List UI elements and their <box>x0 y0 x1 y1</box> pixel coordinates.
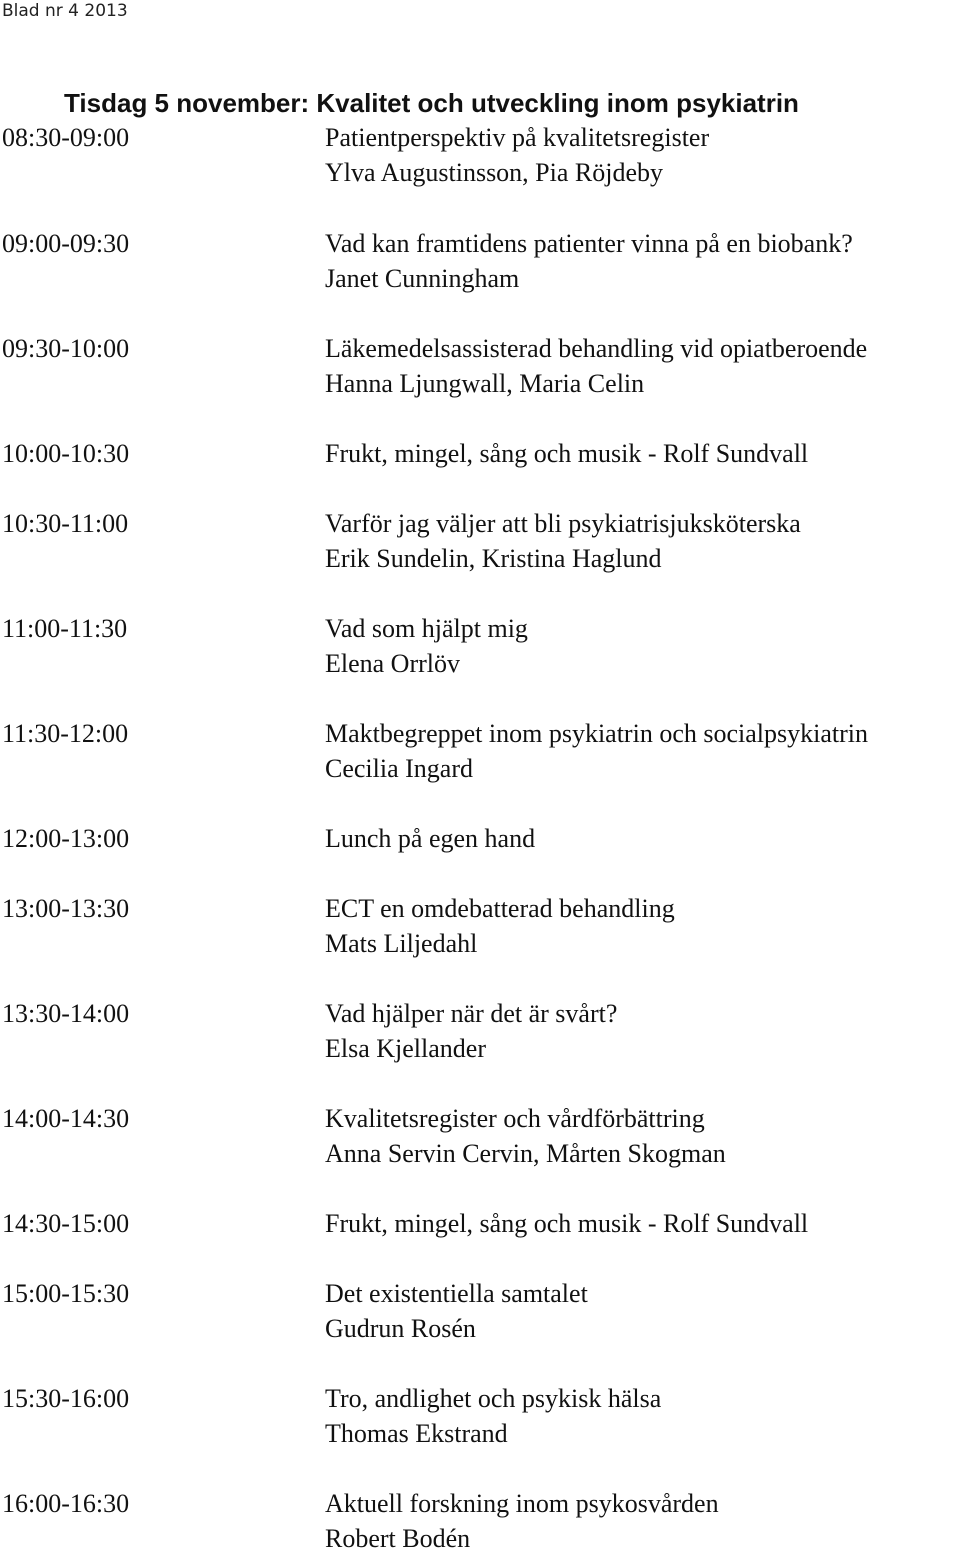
session-details <box>325 1486 719 1556</box>
session-title: Vad hjälper när det är svårt? <box>325 999 618 1028</box>
session-time: 13:30-14:00 <box>2 999 130 1028</box>
session-title: Läkemedelsassisterad behandling vid opiatberoende <box>325 334 868 363</box>
session-time: 10:30-11:00 <box>2 509 129 538</box>
session-details <box>325 436 808 471</box>
session-title: Det existentiella samtalet <box>325 1279 588 1308</box>
session-time: 15:30-16:00 <box>2 1384 130 1413</box>
session-title: Kvalitetsregister och vårdförbättring <box>325 1104 705 1133</box>
session-details <box>325 1276 588 1346</box>
session-details <box>325 226 853 296</box>
session-speaker: Hanna Ljungwall, Maria Celin <box>325 369 645 398</box>
session-speaker: Erik Sundelin, Kristina Haglund <box>325 544 662 573</box>
session-time: 14:00-14:30 <box>2 1104 130 1133</box>
page-header: Blad nr 4 2013 <box>2 1 128 21</box>
session-details <box>325 506 801 576</box>
page-title: Tisdag 5 november: Kvalitet och utveckling inom psykiatrin <box>64 88 799 118</box>
session-title: Aktuell forskning inom psykosvården <box>325 1489 719 1518</box>
session-time: 08:30-09:00 <box>2 123 130 152</box>
session-time: 10:00-10:30 <box>2 439 130 468</box>
session-speaker: Mats Liljedahl <box>325 929 478 958</box>
session-speaker: Thomas Ekstrand <box>325 1419 508 1448</box>
session-details <box>325 891 675 961</box>
session-title: Maktbegreppet inom psykiatrin och socialpsykiatrin <box>325 719 868 748</box>
session-speaker: Anna Servin Cervin, Mårten Skogman <box>325 1139 726 1168</box>
session-speaker: Ylva Augustinsson, Pia Röjdeby <box>325 158 664 187</box>
session-title: ECT en omdebatterad behandling <box>325 894 675 923</box>
session-time: 09:30-10:00 <box>2 334 130 363</box>
session-details <box>325 1381 661 1451</box>
session-details <box>325 611 528 681</box>
session-speaker: Elena Orrlöv <box>325 649 461 678</box>
session-title: Patientperspektiv på kvalitetsregister <box>325 123 710 152</box>
session-time: 11:00-11:30 <box>2 614 128 643</box>
session-speaker: Cecilia Ingard <box>325 754 473 783</box>
session-details <box>325 821 535 856</box>
session-details <box>325 996 617 1066</box>
session-details <box>325 1206 808 1241</box>
session-details <box>325 331 867 401</box>
session-time: 13:00-13:30 <box>2 894 130 923</box>
session-time: 11:30-12:00 <box>2 719 129 748</box>
session-speaker: Elsa Kjellander <box>325 1034 486 1063</box>
session-title: Vad som hjälpt mig <box>325 614 528 643</box>
session-time: 16:00-16:30 <box>2 1489 130 1518</box>
session-title: Vad kan framtidens patienter vinna på en biobank? <box>325 229 853 258</box>
session-title: Tro, andlighet och psykisk hälsa <box>325 1384 662 1413</box>
session-speaker: Robert Bodén <box>325 1524 471 1553</box>
session-speaker: Janet Cunningham <box>325 264 520 293</box>
session-details <box>325 716 868 786</box>
session-title: Varför jag väljer att bli psykiatrisjuksköterska <box>325 509 801 538</box>
session-time: 12:00-13:00 <box>2 824 130 853</box>
session-title: Frukt, mingel, sång och musik - Rolf Sundvall <box>325 1209 809 1238</box>
session-speaker: Gudrun Rosén <box>325 1314 476 1343</box>
session-time: 09:00-09:30 <box>2 229 130 258</box>
session-time: 15:00-15:30 <box>2 1279 130 1308</box>
session-details <box>325 1101 726 1171</box>
session-title: Frukt, mingel, sång och musik - Rolf Sundvall <box>325 439 809 468</box>
session-details <box>325 120 709 190</box>
session-title: Lunch på egen hand <box>325 824 536 853</box>
session-time: 14:30-15:00 <box>2 1209 130 1238</box>
